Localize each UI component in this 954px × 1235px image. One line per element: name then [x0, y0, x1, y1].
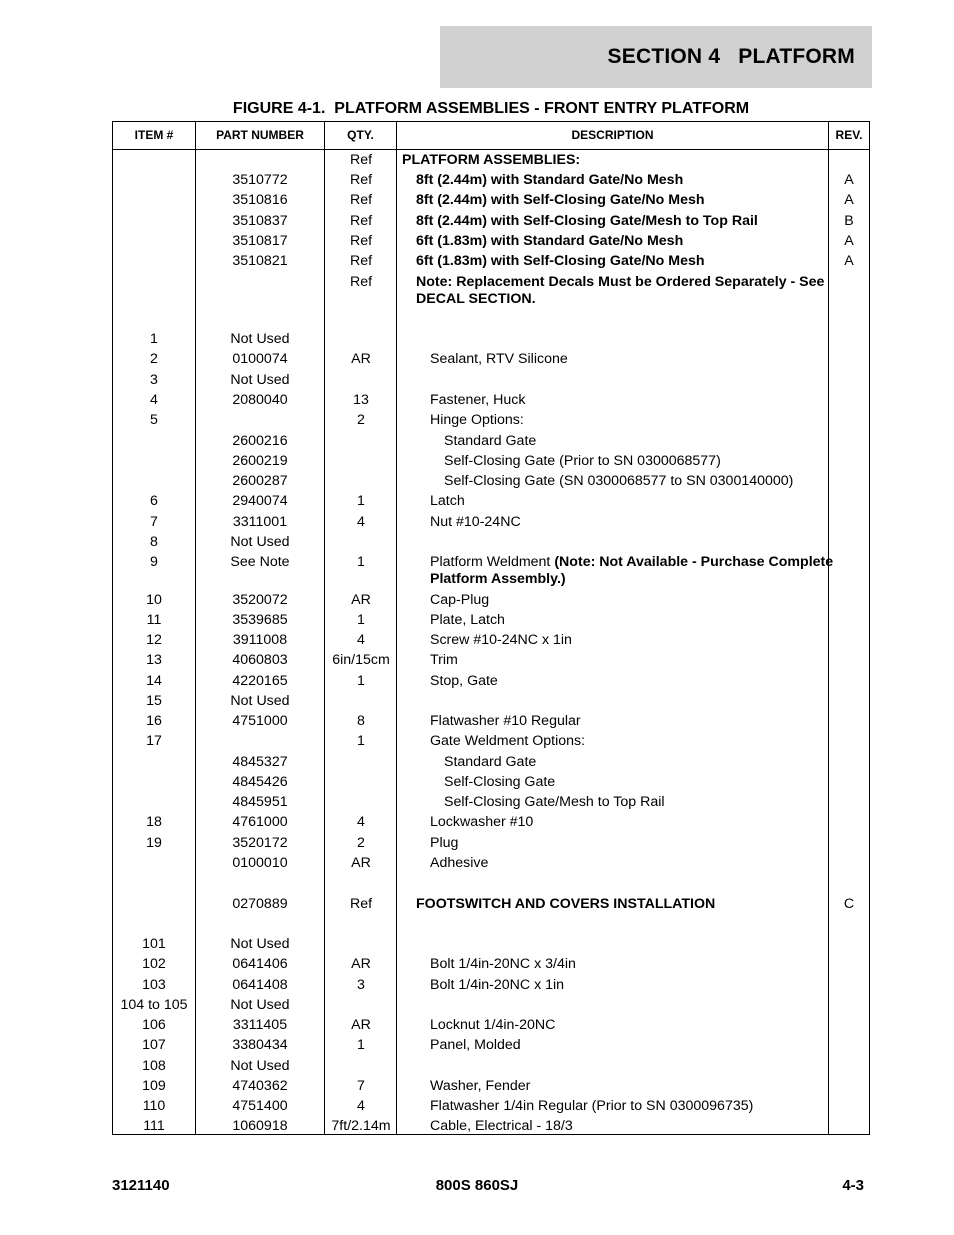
quantity-cell: 2	[357, 835, 365, 851]
part-number-cell: Not Used	[230, 693, 290, 709]
description-text: Hinge Options:	[430, 412, 524, 428]
description-cell	[398, 835, 860, 852]
part-number-cell: 2600219	[232, 453, 288, 469]
description-text: Lockwasher #10	[430, 814, 534, 830]
item-number-cell: 107	[142, 1037, 166, 1053]
part-number-cell: 0641406	[232, 956, 288, 972]
section-title: SECTION 4 PLATFORM	[607, 45, 855, 68]
description-cell	[398, 351, 860, 368]
part-number-cell: 3510817	[232, 233, 288, 249]
description-cell	[398, 956, 860, 973]
part-number-cell: 3520072	[232, 592, 288, 608]
part-number-cell: 3911008	[232, 632, 288, 648]
item-number-cell: 3	[150, 372, 158, 388]
item-number-cell: 10	[146, 592, 162, 608]
header-description: DESCRIPTION	[571, 128, 654, 142]
description-cell	[398, 814, 860, 831]
part-number-cell: 3520172	[232, 835, 288, 851]
item-number-cell: 14	[146, 673, 162, 689]
quantity-cell: Ref	[349, 896, 373, 912]
revision-cell: A	[844, 233, 854, 249]
quantity-cell: 4	[357, 1098, 365, 1114]
item-number-cell: 104 to 105	[120, 997, 188, 1013]
description-text: Plate, Latch	[430, 612, 505, 628]
description-text: Washer, Fender	[430, 1078, 531, 1094]
description-text: Platform Weldment	[430, 554, 555, 570]
description-cell	[398, 392, 860, 409]
description-text: Cap-Plug	[430, 592, 490, 608]
item-number-cell: 9	[150, 554, 158, 570]
description-cell	[398, 274, 846, 308]
description-text: Flatwasher 1/4in Regular (Prior to SN 0300096735)	[430, 1098, 754, 1114]
description-cell	[398, 855, 860, 872]
quantity-cell: Ref	[349, 233, 373, 249]
part-number-cell: 3539685	[232, 612, 288, 628]
footer-publication-number: 3121140	[112, 1177, 170, 1194]
description-text: Bolt 1/4in-20NC x 1in	[430, 977, 565, 993]
item-number-cell: 12	[146, 632, 162, 648]
part-number-cell: 0100010	[232, 855, 288, 871]
item-number-cell: 2	[150, 351, 158, 367]
description-cell	[398, 673, 860, 690]
parts-table	[112, 121, 870, 1135]
description-text: Self-Closing Gate (Prior to SN 0300068577)	[444, 453, 721, 469]
quantity-cell: 1	[357, 493, 365, 509]
part-number-cell: 2940074	[232, 493, 288, 509]
description-text: Fastener, Huck	[430, 392, 526, 408]
description-text: Cable, Electrical - 18/3	[430, 1118, 573, 1134]
description-text: 8ft (2.44m) with Self-Closing Gate/Mesh to Top Rail	[416, 213, 758, 229]
section-header	[440, 26, 872, 88]
description-cell	[398, 1037, 860, 1054]
part-number-cell: See Note	[230, 554, 290, 570]
part-number-cell: Not Used	[230, 997, 290, 1013]
description-cell	[398, 774, 874, 791]
description-cell	[398, 1017, 860, 1034]
description-text: Standard Gate	[444, 433, 537, 449]
part-number-cell: 0641408	[232, 977, 288, 993]
quantity-cell: 1	[357, 733, 365, 749]
quantity-cell: Ref	[349, 274, 373, 290]
item-number-cell: 108	[142, 1058, 166, 1074]
header-part-number: PART NUMBER	[216, 128, 304, 142]
revision-cell: A	[844, 192, 854, 208]
table-header	[113, 122, 869, 150]
description-cell	[398, 412, 860, 429]
part-number-cell: 4845951	[232, 794, 288, 810]
figure-title: FIGURE 4-1. PLATFORM ASSEMBLIES - FRONT ENTRY PLATFORM	[232, 100, 750, 117]
footer-model: 800S 860SJ	[435, 1177, 519, 1194]
description-cell	[398, 632, 860, 649]
item-number-cell: 15	[146, 693, 162, 709]
part-number-cell: 3510821	[232, 253, 288, 269]
description-text: Latch	[430, 493, 465, 509]
description-text: PLATFORM ASSEMBLIES:	[402, 152, 581, 168]
description-cell	[398, 794, 874, 811]
part-number-cell: 3510837	[232, 213, 288, 229]
quantity-cell: 4	[357, 632, 365, 648]
part-number-cell: 3311405	[232, 1017, 288, 1033]
quantity-cell: 4	[357, 514, 365, 530]
revision-cell: B	[844, 213, 854, 229]
item-number-cell: 13	[146, 652, 162, 668]
item-number-cell: 103	[142, 977, 166, 993]
item-number-cell: 111	[143, 1118, 165, 1134]
description-text: Locknut 1/4in-20NC	[430, 1017, 556, 1033]
quantity-cell: Ref	[349, 192, 373, 208]
item-number-cell: 106	[142, 1017, 166, 1033]
quantity-cell: 8	[357, 713, 365, 729]
description-cell	[398, 1118, 860, 1135]
part-number-cell: 1060918	[232, 1118, 288, 1134]
description-cell	[398, 592, 860, 609]
revision-cell: A	[844, 172, 854, 188]
quantity-cell: 3	[357, 977, 365, 993]
part-number-cell: 2600287	[232, 473, 288, 489]
quantity-cell: 13	[353, 392, 369, 408]
header-quantity: QTY.	[347, 128, 374, 142]
part-number-cell: 4845426	[232, 774, 288, 790]
part-number-cell: 0100074	[232, 351, 288, 367]
description-text: Adhesive	[430, 855, 489, 871]
item-number-cell: 1	[150, 331, 158, 347]
part-number-cell: 4060803	[232, 652, 288, 668]
quantity-cell: 1	[357, 554, 365, 570]
description-cell	[398, 233, 846, 250]
item-number-cell: 109	[142, 1078, 166, 1094]
description-text: Self-Closing Gate/Mesh to Top Rail	[444, 794, 665, 810]
quantity-cell: Ref	[349, 253, 373, 269]
description-cell	[398, 213, 846, 230]
description-cell	[398, 514, 860, 531]
quantity-cell: AR	[351, 351, 371, 367]
description-cell	[398, 493, 860, 510]
part-number-cell: 0270889	[232, 896, 288, 912]
description-cell	[398, 152, 832, 169]
revision-cell: C	[843, 896, 855, 912]
description-text: 6ft (1.83m) with Standard Gate/No Mesh	[416, 233, 684, 249]
quantity-cell: Ref	[349, 213, 373, 229]
description-cell	[398, 754, 874, 771]
item-number-cell: 18	[146, 814, 162, 830]
description-text: Flatwasher #10 Regular	[430, 713, 581, 729]
item-number-cell: 110	[142, 1098, 166, 1114]
part-number-cell: Not Used	[230, 534, 290, 550]
part-number-cell: 2600216	[232, 433, 288, 449]
item-number-cell: 7	[150, 514, 158, 530]
item-number-cell: 4	[150, 392, 158, 408]
description-cell	[398, 733, 860, 750]
description-text: Plug	[430, 835, 459, 851]
quantity-cell: Ref	[349, 152, 373, 168]
part-number-cell: 4740362	[232, 1078, 288, 1094]
item-number-cell: 11	[146, 612, 162, 628]
description-text: Trim	[430, 652, 458, 668]
quantity-cell: 7ft/2.14m	[331, 1118, 391, 1134]
description-cell	[398, 1098, 860, 1115]
description-cell	[398, 1078, 860, 1095]
quantity-cell: 1	[357, 1037, 365, 1053]
part-number-cell: 4751400	[232, 1098, 288, 1114]
description-cell	[398, 612, 860, 629]
description-text: 8ft (2.44m) with Self-Closing Gate/No Mesh	[416, 192, 705, 208]
header-revision: REV.	[835, 128, 863, 142]
description-text: Standard Gate	[444, 754, 537, 770]
description-cell	[398, 192, 846, 209]
description-text: Gate Weldment Options:	[430, 733, 586, 749]
revision-cell: A	[844, 253, 854, 269]
description-text: Screw #10-24NC x 1in	[430, 632, 572, 648]
part-number-cell: 3510772	[232, 172, 288, 188]
description-note: (Note: Not Available - Purchase Complete Platform Assembly.)	[430, 554, 834, 587]
description-text: Nut #10-24NC	[430, 514, 521, 530]
description-cell	[398, 473, 874, 490]
item-number-cell: 17	[146, 733, 162, 749]
part-number-cell: 4845327	[232, 754, 288, 770]
part-number-cell: 3380434	[232, 1037, 288, 1053]
description-text: Self-Closing Gate	[444, 774, 556, 790]
description-cell	[398, 652, 860, 669]
part-number-cell: 3311001	[232, 514, 288, 530]
footer-page-number: 4-3	[842, 1177, 864, 1194]
description-cell	[398, 433, 874, 450]
description-cell	[398, 554, 860, 588]
item-number-cell: 101	[142, 936, 166, 952]
description-cell	[398, 713, 860, 730]
part-number-cell: Not Used	[230, 1058, 290, 1074]
quantity-cell: AR	[351, 1017, 371, 1033]
part-number-cell: 4761000	[232, 814, 288, 830]
part-number-cell: Not Used	[230, 331, 290, 347]
description-text: Bolt 1/4in-20NC x 3/4in	[430, 956, 576, 972]
item-number-cell: 8	[150, 534, 158, 550]
quantity-cell: AR	[351, 592, 371, 608]
quantity-cell: AR	[351, 855, 371, 871]
quantity-cell: 1	[357, 673, 365, 689]
description-text: Sealant, RTV Silicone	[430, 351, 568, 367]
description-cell	[398, 977, 860, 994]
quantity-cell: 4	[357, 814, 365, 830]
part-number-cell: Not Used	[230, 372, 290, 388]
description-cell	[398, 453, 874, 470]
quantity-cell: 2	[357, 412, 365, 428]
item-number-cell: 6	[150, 493, 158, 509]
part-number-cell: 4751000	[232, 713, 288, 729]
description-text: Note: Replacement Decals Must be Ordered Separately - See DECAL SECTION.	[416, 274, 825, 307]
quantity-cell: 6in/15cm	[332, 652, 390, 668]
part-number-cell: 2080040	[232, 392, 288, 408]
header-item-number: ITEM #	[134, 128, 174, 142]
description-cell	[398, 253, 846, 270]
item-number-cell: 5	[150, 412, 158, 428]
description-cell	[398, 896, 846, 913]
description-text: 6ft (1.83m) with Self-Closing Gate/No Mesh	[416, 253, 705, 269]
description-text: Panel, Molded	[430, 1037, 521, 1053]
description-cell	[398, 172, 846, 189]
item-number-cell: 16	[146, 713, 162, 729]
quantity-cell: AR	[351, 956, 371, 972]
description-text: Self-Closing Gate (SN 0300068577 to SN 0300140000)	[444, 473, 794, 489]
description-text: Stop, Gate	[430, 673, 498, 689]
part-number-cell: Not Used	[230, 936, 290, 952]
quantity-cell: 7	[357, 1078, 365, 1094]
part-number-cell: 4220165	[232, 673, 288, 689]
quantity-cell: 1	[357, 612, 365, 628]
item-number-cell: 102	[142, 956, 166, 972]
description-text: 8ft (2.44m) with Standard Gate/No Mesh	[416, 172, 684, 188]
quantity-cell: Ref	[349, 172, 373, 188]
part-number-cell: 3510816	[232, 192, 288, 208]
item-number-cell: 19	[146, 835, 162, 851]
description-text: FOOTSWITCH AND COVERS INSTALLATION	[416, 896, 716, 912]
